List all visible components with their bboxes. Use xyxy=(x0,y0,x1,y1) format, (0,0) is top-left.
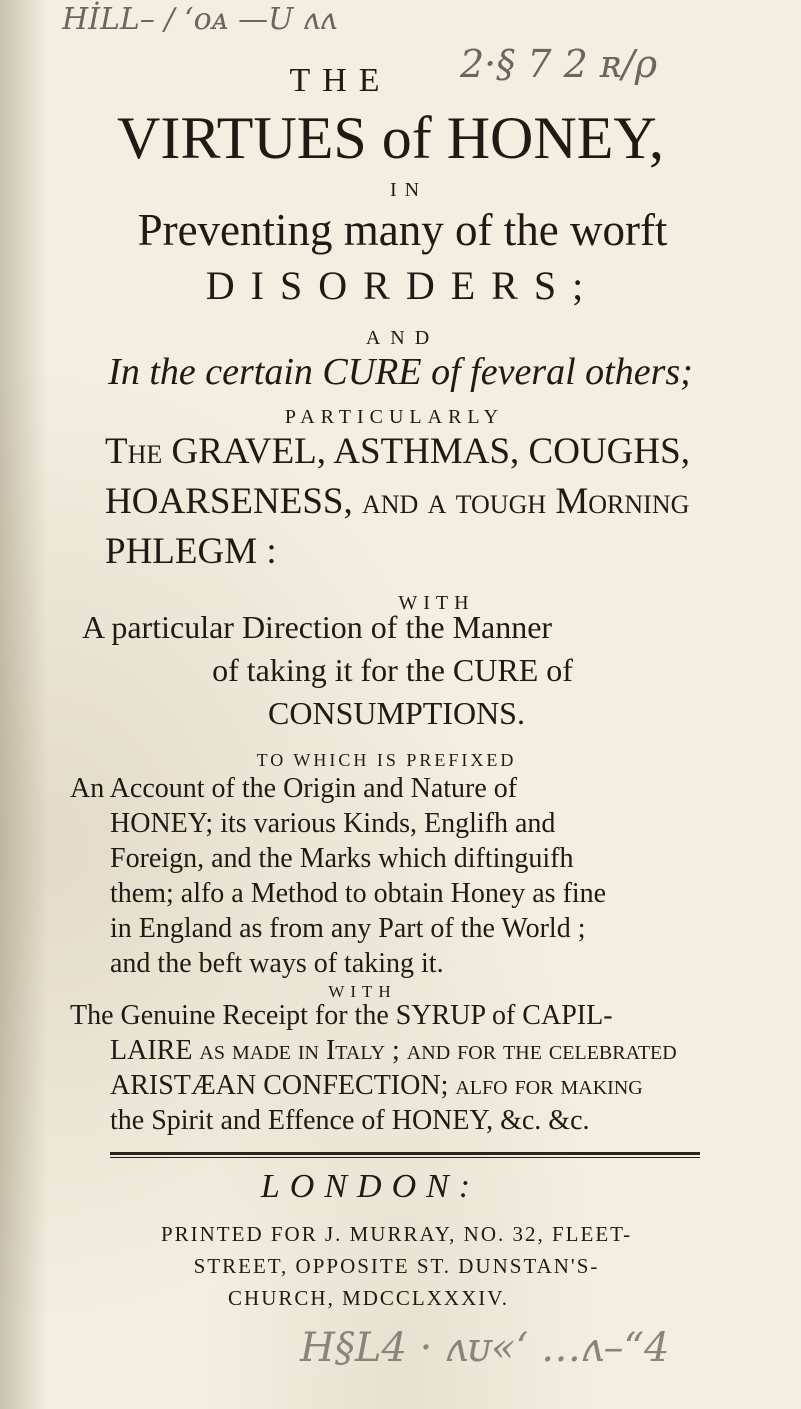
title-disorders: DISORDERS; xyxy=(205,263,600,308)
account-line-3: Foreign, and the Marks which diftinguifh xyxy=(110,843,574,874)
title-cure: In the certain CURE of feveral others; xyxy=(108,351,693,393)
receipt-line-4: the Spirit and Effence of HONEY, &c. &c. xyxy=(110,1105,590,1136)
title-consumptions: CONSUMPTIONS. xyxy=(268,695,525,731)
manuscript-note-bottom: H§L4 · ʌᴜ«‘ …ʌ–“4 xyxy=(300,1325,670,1371)
manuscript-note-top-right: 2·§ 7 2 ʀ/ρ xyxy=(460,42,658,86)
imprint-line-3: CHURCH, MDCCLXXXIV. xyxy=(228,1286,509,1310)
imprint-city: LONDON: xyxy=(260,1168,481,1205)
manuscript-note-top-left: HİLL– / ʻoᴀ —U ʌʌ xyxy=(62,2,337,37)
imprint-line-2: STREET, OPPOSITE ST. DUNSTAN'S- xyxy=(193,1254,600,1278)
receipt-line-2: LAIRE as made in Italy ; and for the celebrated xyxy=(110,1035,677,1066)
title-main: VIRTUES of HONEY, xyxy=(117,105,664,171)
imprint-rule xyxy=(110,1152,700,1158)
account-line-2: HONEY; its various Kinds, Englifh and xyxy=(110,808,556,839)
ailments-line-1: The GRAVEL, ASTHMAS, COUGHS, xyxy=(105,431,690,472)
account-line-4: them; alfo a Method to obtain Honey as fine xyxy=(110,878,607,909)
title-the: THE xyxy=(289,62,392,99)
account-line-6: and the beft ways of taking it. xyxy=(110,948,444,979)
account-line-5: in England as from any Part of the World ; xyxy=(110,913,586,944)
ailments-line-3: PHLEGM : xyxy=(105,531,277,572)
direction-line-2: of taking it for the CURE of xyxy=(212,652,573,688)
title-with-1: WITH xyxy=(398,592,475,614)
title-with-2: WITH xyxy=(328,982,397,1001)
title-in: IN xyxy=(389,179,428,201)
title-preventing: Preventing many of the worft xyxy=(137,205,668,255)
receipt-line-1: The Genuine Receipt for the SYRUP of CAPIL- xyxy=(70,1000,613,1031)
title-particularly: PARTICULARLY xyxy=(284,406,505,428)
title-prefixed: TO WHICH IS PREFIXED xyxy=(256,750,517,770)
ailments-line-2: HOARSENESS, and a tough Morning xyxy=(105,481,690,522)
direction-line-1: A particular Direction of the Manner xyxy=(82,609,553,645)
imprint-line-1: PRINTED FOR J. MURRAY, NO. 32, FLEET- xyxy=(160,1222,633,1246)
title-and: AND xyxy=(365,327,440,349)
receipt-line-3: ARISTÆAN CONFECTION; alfo for making xyxy=(110,1070,643,1101)
account-line-1: An Account of the Origin and Nature of xyxy=(70,773,518,804)
